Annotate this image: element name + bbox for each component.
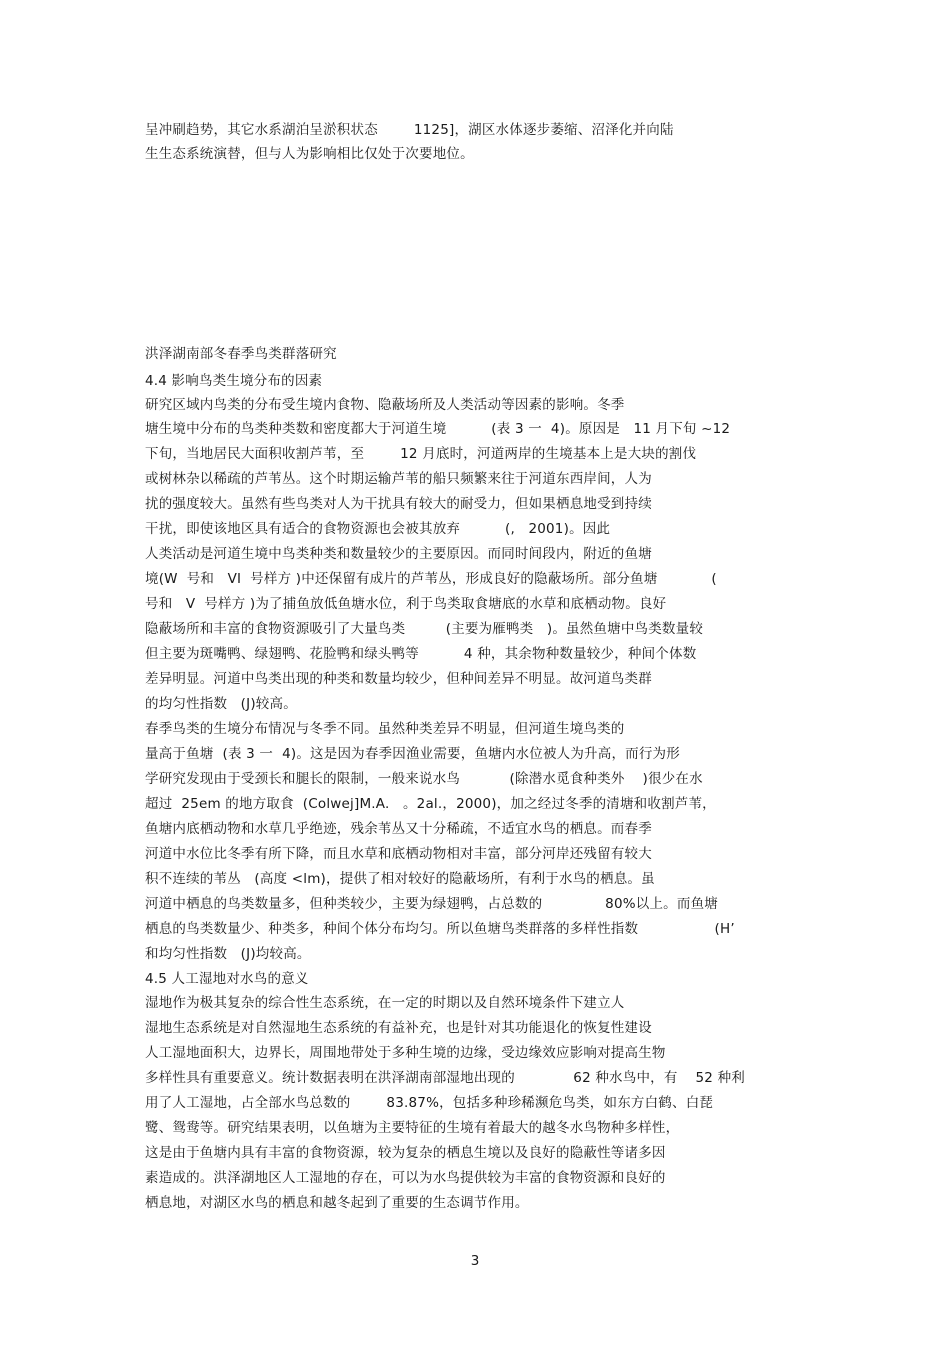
text-line: 的均匀性指数 (J)较高。 [145,696,297,712]
text-line: 湿地作为极其复杂的综合性生态系统，在一定的时期以及自然环境条件下建立人 [145,995,625,1011]
text-line: 鹭、鸳鸯等。研究结果表明，以鱼塘为主要特征的生境有着最大的越冬水鸟物种多样性， [145,1120,680,1136]
text-line: 栖息的鸟类数量少、种类多，种间个体分布均匀。所以鱼塘鸟类群落的多样性指数 (H’ [145,921,735,937]
text-line: 春季鸟类的生境分布情况与冬季不同。虽然种类差异不明显，但河道生境鸟类的 [145,721,625,737]
text-line: 湿地生态系统是对自然湿地生态系统的有益补充，也是针对其功能退化的恢复性建设 [145,1020,652,1036]
text-line: 素造成的。洪泽湖地区人工湿地的存在，可以为水鸟提供较为丰富的食物资源和良好的 [145,1170,666,1186]
text-line: 隐蔽场所和丰富的食物资源吸引了大量鸟类 (主要为雁鸭类 )。虽然鱼塘中鸟类数量较 [145,621,704,637]
text-line: 生生态系统演替，但与人为影响相比仅处于次要地位。 [145,146,474,162]
text-line: 人类活动是河道生境中鸟类种类和数量较少的主要原因。而同时间段内，附近的鱼塘 [145,546,652,562]
text-line: 超过 25em 的地方取食 (Colwej]M.A. 。2al.，2000)，加之经过冬季的清塘和收割芦苇， [145,796,716,812]
text-line: 但主要为斑嘴鸭、绿翅鸭、花脸鸭和绿头鸭等 4 种，其余物种数量较少，种间个体数 [145,646,697,662]
text-line: 这是由于鱼塘内具有丰富的食物资源，较为复杂的栖息生境以及良好的隐蔽性等诸多因 [145,1145,666,1161]
page-number: 3 [470,1253,480,1269]
text-line: 塘生境中分布的鸟类种类数和密度都大于河道生境 (表 3 一 4)。原因是 11 月下旬 ~12 [145,421,731,437]
text-line: 学研究发现由于受颈长和腿长的限制，一般来说水鸟 (除潜水觅食种类外 )很少在水 [145,771,703,787]
text-line: 号和 V 号样方 )为了捕鱼放低鱼塘水位，利于鸟类取食塘底的水草和底栖动物。良好 [145,596,667,612]
text-line: 差异明显。河道中鸟类出现的种类和数量均较少，但种间差异不明显。故河道鸟类群 [145,671,652,687]
text-line: 鱼塘内底栖动物和水草几乎绝迹，残余苇丛又十分稀疏，不适宜水鸟的栖息。而春季 [145,821,652,837]
text-line: 人工湿地面积大，边界长，周围地带处于多种生境的边缘，受边缘效应影响对提高生物 [145,1045,666,1061]
text-line: 河道中栖息的鸟类数量多，但种类较少，主要为绿翅鸭，占总数的 80%以上。而鱼塘 [145,896,718,912]
running-title: 洪泽湖南部冬春季鸟类群落研究 [145,346,337,362]
text-line: 呈冲刷趋势，其它水系湖泊呈淤积状态 1125]，湖区水体逐步萎缩、沼泽化并向陆 [145,122,674,138]
text-line: 用了人工湿地，占全部水鸟总数的 83.87%，包括多种珍稀濒危鸟类，如东方白鹤、白琵 [145,1095,714,1111]
text-line: 研究区域内鸟类的分布受生境内食物、隐蔽场所及人类活动等因素的影响。冬季 [145,397,625,413]
text-line: 栖息地，对湖区水鸟的栖息和越冬起到了重要的生态调节作用。 [145,1195,529,1211]
text-line: 境(W 号和 VI 号样方 )中还保留有成片的芦苇丛，形成良好的隐蔽场所。部分鱼塘 ( [145,571,717,587]
text-line: 干扰，即使该地区具有适合的食物资源也会被其放弃 (, 2001)。因此 [145,521,611,537]
text-line: 多样性具有重要意义。统计数据表明在洪泽湖南部湿地出现的 62 种水鸟中，有 52 种利 [145,1070,745,1086]
text-line: 积不连续的苇丛 (高度 <lm)，提供了相对较好的隐蔽场所，有利于水鸟的栖息。虽 [145,871,655,887]
text-line: 量高于鱼塘 (表 3 一 4)。这是因为春季因渔业需要，鱼塘内水位被人为升高，而行为形 [145,746,680,762]
text-line: 或树林杂以稀疏的芦苇丛。这个时期运输芦苇的船只频繁来往于河道东西岸间，人为 [145,471,652,487]
text-line: 下旬，当地居民大面积收割芦苇，至 12 月底时，河道两岸的生境基本上是大块的割伐 [145,446,697,462]
text-line: 扰的强度较大。虽然有些鸟类对人为干扰具有较大的耐受力，但如果栖息地受到持续 [145,496,652,512]
text-line: 河道中水位比冬季有所下降，而且水草和底栖动物相对丰富，部分河岸还残留有较大 [145,846,652,862]
section-heading-4-4: 4.4 影响鸟类生境分布的因素 [145,373,323,389]
text-line: 和均匀性指数 (J)均较高。 [145,946,311,962]
section-heading-4-5: 4.5 人工湿地对水鸟的意义 [145,971,309,987]
